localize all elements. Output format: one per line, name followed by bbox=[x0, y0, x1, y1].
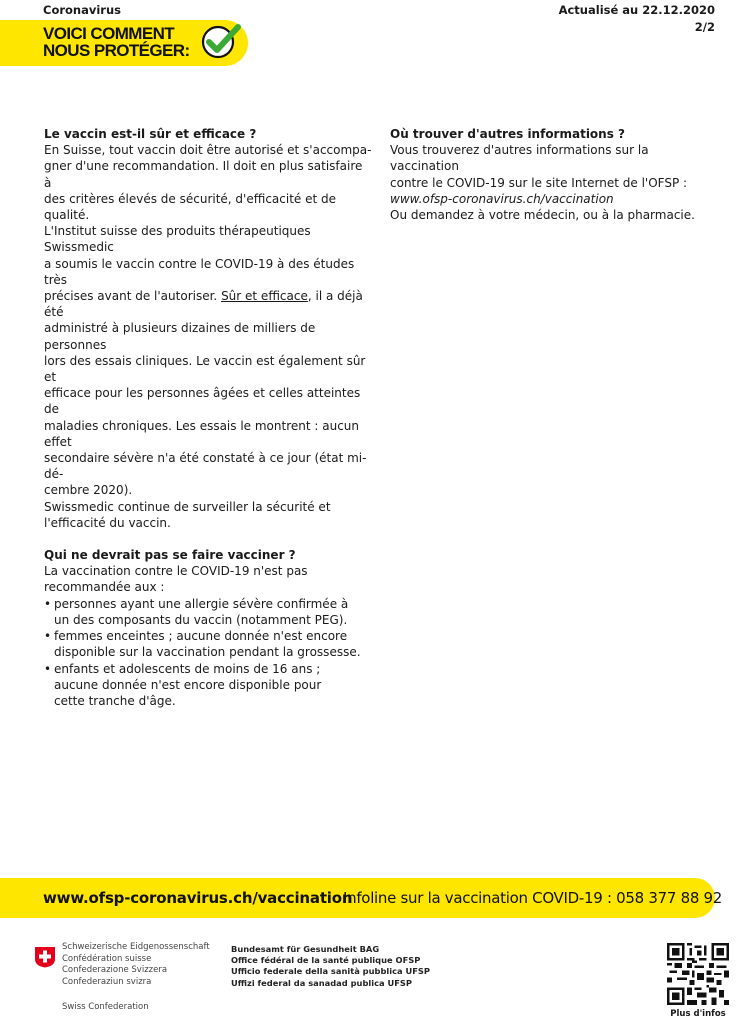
bag-line: Office fédéral de la santé publique OFSP bbox=[231, 955, 421, 966]
page-number: 2/2 bbox=[694, 20, 715, 34]
swissmedic-paragraph: Swissmedic continue de surveiller la sécurité et l'efficacité du vaccin. bbox=[44, 499, 331, 530]
contraindications-intro: La vaccination contre le COVID-19 n'est pas recommandée aux : bbox=[44, 564, 308, 595]
contraindications-list bbox=[44, 596, 372, 709]
section-title-contraindications: Qui ne devrait pas se faire vacciner ? bbox=[44, 548, 296, 563]
list-item: • enfants et adolescents de moins de 16 ans ; aucune donnée n'est encore disponible pour cette tranche d'âge. bbox=[44, 661, 372, 710]
confederation-names bbox=[62, 942, 210, 988]
section-title-more-info: Où trouver d'autres informations ? bbox=[390, 127, 625, 141]
qr-label: Plus d'infos bbox=[670, 1009, 726, 1019]
confederation-english: Swiss Confederation bbox=[62, 1002, 149, 1012]
footer-infoline: Infoline sur la vaccination COVID-19 : 058 377 88 92 bbox=[343, 889, 723, 907]
update-date: Actualisé au 22.12.2020 bbox=[558, 3, 715, 17]
banner-line-2: NOUS PROTÉGER: bbox=[43, 41, 190, 60]
safety-text-2: , il a déjà été administré à plusieurs dizaines de milliers de personnes lors des essais cliniques. Le vaccin est également sûr et efficace pour les personnes âgées et celles atteintes de maladies chroniques. Les essais le montrent : aucun effet secondaire sévère n'a été constaté à ce jour (état mi-dé- cembre 2020). bbox=[44, 289, 367, 498]
section-title-safety: Le vaccin est-il sûr et efficace ? bbox=[44, 127, 257, 141]
check-circle-icon bbox=[200, 22, 242, 60]
more-info-paragraph: Vous trouverez d'autres informations sur la vaccination contre le COVID-19 sur le site Internet de l'OFSP : bbox=[390, 143, 688, 190]
right-column bbox=[390, 126, 720, 223]
ask-doctor-text: Ou demandez à votre médecin, ou à la pharmacie. bbox=[390, 208, 695, 223]
bag-office-names bbox=[231, 944, 430, 989]
list-item: • femmes enceintes ; aucune donnée n'est encore disponible sur la vaccination pendant la grossesse. bbox=[44, 628, 372, 660]
bag-line: Ufficio federale della sanità pubblica UFSP bbox=[231, 966, 430, 977]
qr-code-icon[interactable] bbox=[667, 943, 729, 1005]
swiss-cross-icon bbox=[34, 946, 56, 968]
confed-line: Confédération suisse bbox=[62, 953, 152, 964]
footer-url-link[interactable]: www.ofsp-coronavirus.ch/vaccination bbox=[43, 889, 353, 907]
ofsp-vaccination-link[interactable]: www.ofsp-coronavirus.ch/vaccination bbox=[390, 191, 614, 206]
confed-line: Confederaziun svizra bbox=[62, 976, 152, 987]
banner-title bbox=[43, 25, 190, 59]
bag-line: Bundesamt für Gesundheit BAG bbox=[231, 944, 380, 954]
brand-label: Coronavirus bbox=[43, 3, 122, 17]
banner-line-1: VOICI COMMENT bbox=[43, 24, 175, 43]
bag-line: Uffizi federal da sanadad publica UFSP bbox=[231, 977, 412, 988]
safety-text-1: En Suisse, tout vaccin doit être autorisé et s'accompa- gner d'une recommandation. Il doit en plus satisfaire à des critères élevés de sécurité, d'efficacité et de qualité. L'Institut suisse des produits thérapeutiques Swissmedic a soumis le vaccin contre le COVID-19 à des études très précises avant de l'autoriser. bbox=[44, 143, 372, 304]
safety-paragraph bbox=[44, 142, 372, 498]
section-gap bbox=[44, 531, 372, 547]
left-column bbox=[44, 126, 372, 709]
confed-line: Confederazione Svizzera bbox=[62, 965, 168, 976]
safe-effective-link[interactable]: Sûr et efficace bbox=[221, 289, 308, 304]
list-item: • personnes ayant une allergie sévère confirmée à un des composants du vaccin (notamment PEG). bbox=[44, 596, 372, 628]
confed-line: Schweizerische Eidgenossenschaft bbox=[62, 942, 210, 952]
